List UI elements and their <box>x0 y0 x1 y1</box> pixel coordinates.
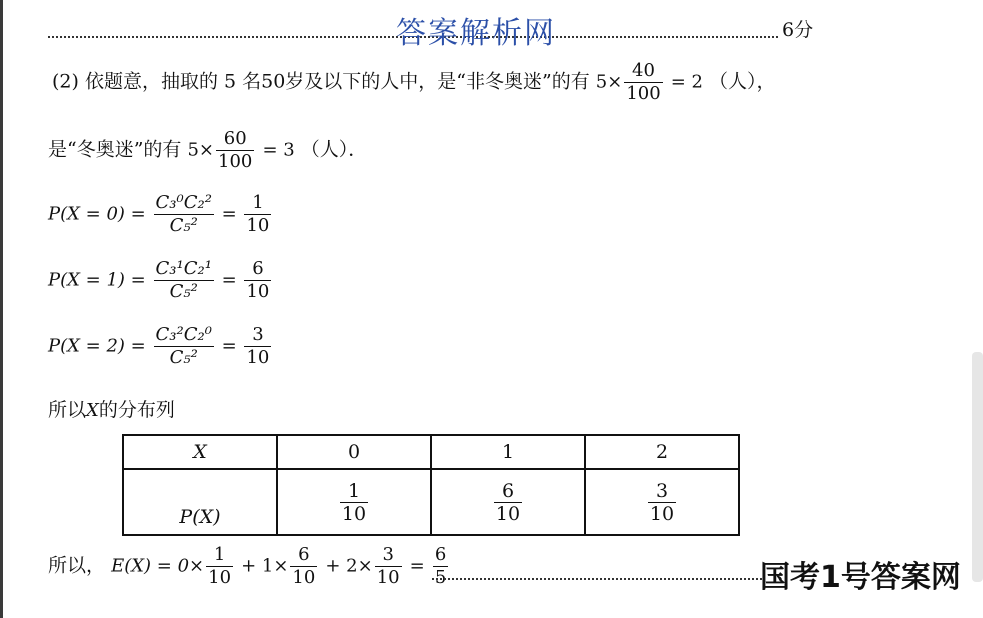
table-row-label: P(X) <box>123 469 277 535</box>
table-frac-num: 1 <box>340 480 368 503</box>
part2-expr-left: 5× <box>595 71 623 93</box>
expectation-op-1: + 1× <box>241 555 289 577</box>
prob-comb-top: C₃¹C₂¹ <box>155 258 212 279</box>
prob-lhs: P(X = 0) = <box>48 203 146 225</box>
frac-num: 1 <box>206 544 233 567</box>
line2-expr-right: = 3 <box>262 139 295 161</box>
line2-frac-den: 100 <box>218 151 253 172</box>
line2 <box>48 128 367 173</box>
prob-comb-fraction <box>154 324 214 369</box>
table-frac-den: 10 <box>341 502 367 525</box>
table-fraction <box>340 480 368 525</box>
score-points: 6分 <box>782 19 814 41</box>
table-frac-den: 10 <box>649 502 675 525</box>
line2-unit: （人）． <box>300 138 368 161</box>
prob-result-num: 6 <box>244 258 271 281</box>
expectation-line <box>48 544 450 589</box>
expectation-op-2: + 2× <box>325 555 373 577</box>
part2-unit: （人）， <box>709 70 776 93</box>
prob-comb-bottom: C₅² <box>169 215 198 236</box>
table-header-row <box>123 435 739 469</box>
prob-row-1 <box>48 258 273 303</box>
expectation-result <box>433 544 448 589</box>
expectation-dotted-leader <box>432 578 762 580</box>
prob-result-num: 1 <box>244 192 271 215</box>
table-row <box>123 469 739 535</box>
line2-text: 是“冬奥迷”的有 <box>48 138 182 161</box>
table-header-cell: 0 <box>277 435 431 469</box>
part2-expr-right: = 2 <box>670 71 703 93</box>
prob-result-num: 3 <box>244 324 271 347</box>
part2-text: (2) 依题意，抽取的 5 名50岁及以下的人中，是“非冬奥迷”的有 <box>52 70 590 93</box>
frac-den: 10 <box>376 567 400 588</box>
expectation-prefix: 所以， <box>48 554 106 577</box>
prob-comb-fraction <box>154 258 214 303</box>
dist-caption-suffix: 的分布列 <box>98 399 175 421</box>
part2-line <box>52 60 776 105</box>
part2-frac-num: 40 <box>624 60 662 83</box>
part2-fraction <box>624 60 662 105</box>
expectation-term-1 <box>206 544 233 589</box>
prob-row-0 <box>48 192 273 237</box>
scrollbar[interactable] <box>972 352 983 582</box>
dist-caption-var: X <box>86 400 99 421</box>
table-fraction <box>648 480 676 525</box>
table-cell <box>431 469 585 535</box>
prob-comb-top: C₃²C₂⁰ <box>155 324 212 345</box>
equals-sign: = <box>221 203 237 225</box>
prob-comb-bottom: C₅² <box>169 347 198 368</box>
prob-comb-top: C₃⁰C₂² <box>155 192 212 213</box>
dist-caption-prefix: 所以 <box>48 399 87 421</box>
prob-result-fraction <box>244 192 271 237</box>
expectation-term-2 <box>290 544 317 589</box>
equals-sign: = <box>221 269 237 291</box>
table-frac-den: 10 <box>495 502 521 525</box>
equals-sign: = <box>221 335 237 357</box>
table-cell <box>277 469 431 535</box>
frac-den: 10 <box>292 567 316 588</box>
page-left-border <box>0 0 3 618</box>
line2-frac-num: 60 <box>216 128 254 151</box>
expectation-term-3 <box>375 544 402 589</box>
frac-den: 10 <box>208 567 232 588</box>
prob-result-den: 10 <box>246 215 270 236</box>
prob-row-2 <box>48 324 273 369</box>
frac-num: 3 <box>375 544 402 567</box>
prob-lhs: P(X = 1) = <box>48 269 146 291</box>
watermark-top: 答案解析网 <box>396 16 556 51</box>
frac-num: 6 <box>290 544 317 567</box>
table-cell <box>585 469 739 535</box>
table-frac-num: 3 <box>648 480 676 503</box>
prob-result-fraction <box>244 258 271 303</box>
table-header-cell: 1 <box>431 435 585 469</box>
part2-frac-den: 100 <box>626 83 661 104</box>
prob-result-den: 10 <box>246 347 270 368</box>
frac-num: 6 <box>434 544 447 565</box>
expectation-lhs: E(X) = 0× <box>111 555 205 577</box>
prob-lhs: P(X = 2) = <box>48 335 146 357</box>
prob-comb-fraction <box>154 192 214 237</box>
table-fraction <box>494 480 522 525</box>
line2-fraction <box>216 128 254 173</box>
table-header-cell: X <box>123 435 277 469</box>
prob-comb-bottom: C₅² <box>169 281 198 302</box>
prob-result-den: 10 <box>246 281 270 302</box>
prob-result-fraction <box>244 324 271 369</box>
distribution-table <box>122 434 740 536</box>
dist-caption <box>48 398 175 423</box>
line2-expr-left: 5× <box>187 139 215 161</box>
expectation-equals: = <box>409 555 425 577</box>
frac-den: 5 <box>434 567 447 588</box>
table-header-cell: 2 <box>585 435 739 469</box>
watermark-bottom: 国考1号答案网 <box>760 560 961 595</box>
table-frac-num: 6 <box>494 480 522 503</box>
